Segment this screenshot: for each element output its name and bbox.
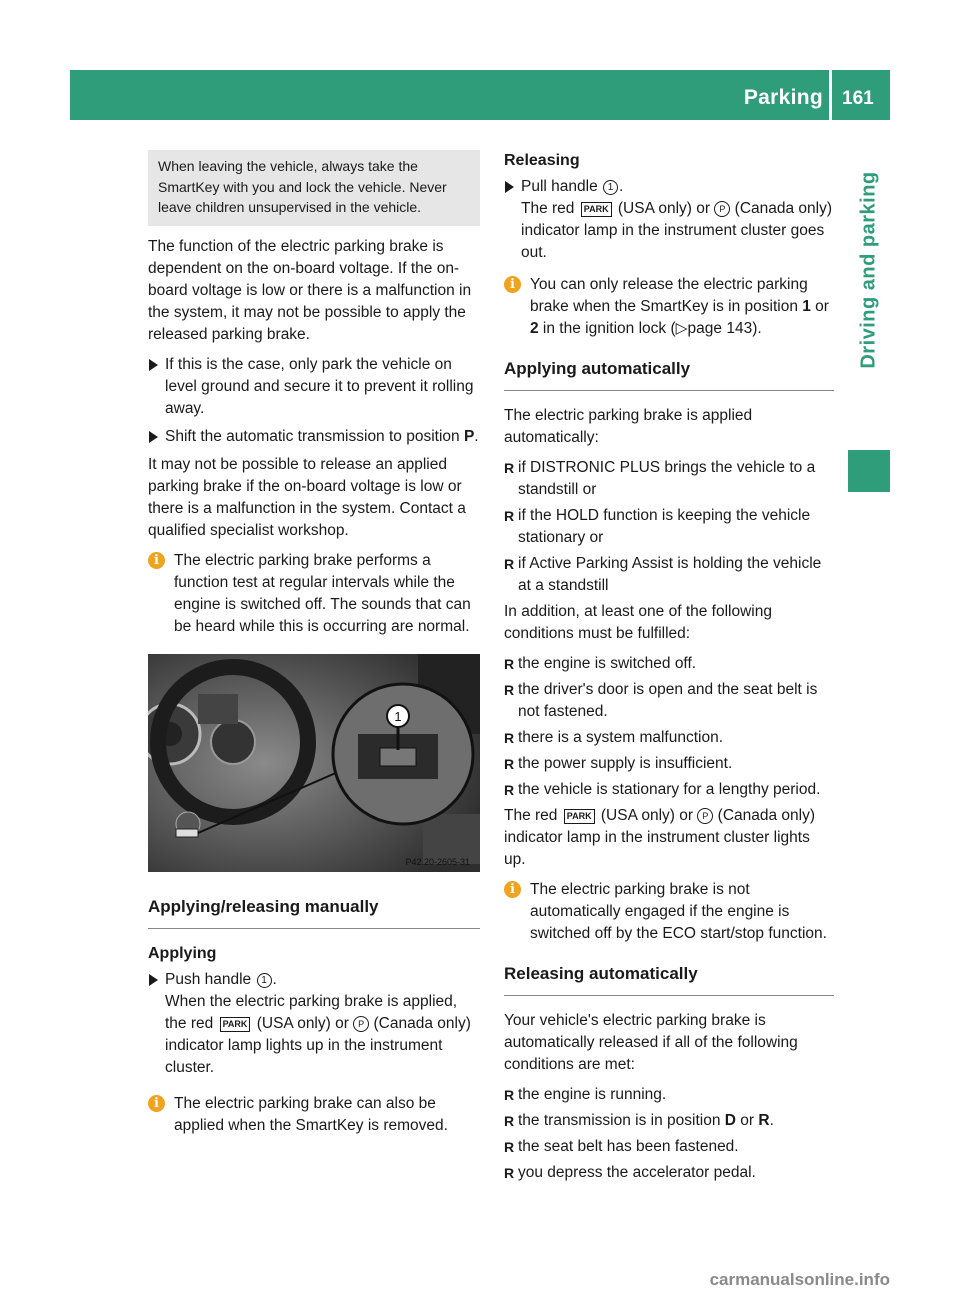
figure-code: P42.20-2605-31 bbox=[405, 856, 470, 867]
dashboard-illustration bbox=[148, 654, 480, 872]
info-icon: i bbox=[504, 881, 521, 898]
list-item: R the engine is running. bbox=[504, 1084, 834, 1106]
heading-applying-releasing-manually: Applying/releasing manually bbox=[148, 896, 480, 929]
subheading-releasing: Releasing bbox=[504, 152, 580, 169]
list-item: R there is a system malfunction. bbox=[504, 727, 834, 749]
list-item: R the transmission is in position D or R. bbox=[504, 1110, 834, 1132]
warning-note: When leaving the vehicle, always take the SmartKey with you and lock the vehicle. Never leave children unsupervised in the vehicle. bbox=[148, 150, 480, 226]
park-lamp-icon: PARK bbox=[581, 202, 612, 217]
callout-1-icon: 1 bbox=[603, 180, 618, 195]
section-title: Parking bbox=[743, 86, 823, 109]
info-note: i The electric parking brake performs a function test at regular intervals while the engine is switched off. The sounds that can be heard while this is occurring are normal. bbox=[148, 550, 480, 638]
instruction-step: If this is the case, only park the vehicle on level ground and secure it to prevent it rolling away. bbox=[148, 354, 480, 420]
paragraph: The red PARK (USA only) or P (Canada only) indicator lamp in the instrument cluster lights up. bbox=[504, 807, 816, 868]
dashboard-figure bbox=[148, 654, 480, 872]
park-lamp-icon: PARK bbox=[220, 1017, 251, 1032]
info-icon: i bbox=[504, 276, 521, 293]
instruction-step: Shift the automatic transmission to position P. bbox=[148, 426, 480, 448]
info-icon: i bbox=[148, 1095, 165, 1112]
list-item: R if Active Parking Assist is holding the vehicle at a standstill bbox=[504, 553, 834, 597]
paragraph: The electric parking brake is applied automatically: bbox=[504, 407, 753, 446]
list-item: R the power supply is insufficient. bbox=[504, 753, 834, 775]
info-note: i You can only release the electric parking brake when the SmartKey is in position 1 or 2 in the ignition lock (▷page 143). bbox=[504, 274, 834, 340]
list-item: R the engine is switched off. bbox=[504, 653, 834, 675]
info-note: i The electric parking brake is not automatically engaged if the engine is switched off by the ECO start/stop function. bbox=[504, 879, 834, 945]
paragraph: The function of the electric parking brake is dependent on the on-board voltage. If the on-board voltage is low or there is a malfunction in the system, it may not be possible to apply the released parking brake. bbox=[148, 237, 472, 343]
list-item: R if DISTRONIC PLUS brings the vehicle to a standstill or bbox=[504, 457, 834, 501]
paragraph: Your vehicle's electric parking brake is automatically released if all of the following conditions are met: bbox=[504, 1012, 798, 1073]
list-item: R you depress the accelerator pedal. bbox=[504, 1162, 834, 1184]
page-number: 161 bbox=[842, 88, 874, 109]
watermark: carmanualsonline.info bbox=[709, 1270, 890, 1289]
list-item: R the vehicle is stationary for a lengthy period. bbox=[504, 779, 834, 801]
list-item: R if the HOLD function is keeping the vehicle stationary or bbox=[504, 505, 834, 549]
canada-brake-lamp-icon: P bbox=[353, 1016, 369, 1032]
callout-number: 1 bbox=[394, 708, 402, 724]
canada-brake-lamp-icon: P bbox=[714, 201, 730, 217]
heading-releasing-automatically: Releasing automatically bbox=[504, 963, 834, 996]
info-note: i The electric parking brake can also be applied when the SmartKey is removed. bbox=[148, 1093, 480, 1137]
instruction-step: Push handle 1 . When the electric parking brake is applied, the red PARK (USA only) or P (Canada only) indicator lamp lights up in the instrument cluster. bbox=[148, 969, 480, 1079]
list-item: R the driver's door is open and the seat belt is not fastened. bbox=[504, 679, 834, 723]
side-tab-label: Driving and parking bbox=[857, 171, 880, 369]
heading-applying-automatically: Applying automatically bbox=[504, 358, 834, 391]
side-tab-marker bbox=[848, 450, 890, 492]
page-ref-arrow-icon: ▷ bbox=[675, 320, 688, 337]
list-item: R the seat belt has been fastened. bbox=[504, 1136, 834, 1158]
park-lamp-icon: PARK bbox=[564, 809, 595, 824]
paragraph: It may not be possible to release an applied parking brake if the on-board voltage is low or there is a malfunction in the system. Contact a qualified specialist workshop. bbox=[148, 455, 466, 539]
callout-1-icon: 1 bbox=[257, 973, 272, 988]
header-divider bbox=[829, 70, 832, 120]
subheading-applying: Applying bbox=[148, 944, 217, 962]
right-column bbox=[504, 150, 834, 1188]
side-tab bbox=[848, 120, 890, 420]
left-column bbox=[148, 150, 480, 1147]
paragraph: In addition, at least one of the following conditions must be fulfilled: bbox=[504, 603, 772, 642]
info-icon: i bbox=[148, 552, 165, 569]
instruction-step: Pull handle 1 . The red PARK (USA only) or P (Canada only) indicator lamp in the instrument cluster goes out. bbox=[504, 176, 834, 264]
canada-brake-lamp-icon: P bbox=[697, 808, 713, 824]
